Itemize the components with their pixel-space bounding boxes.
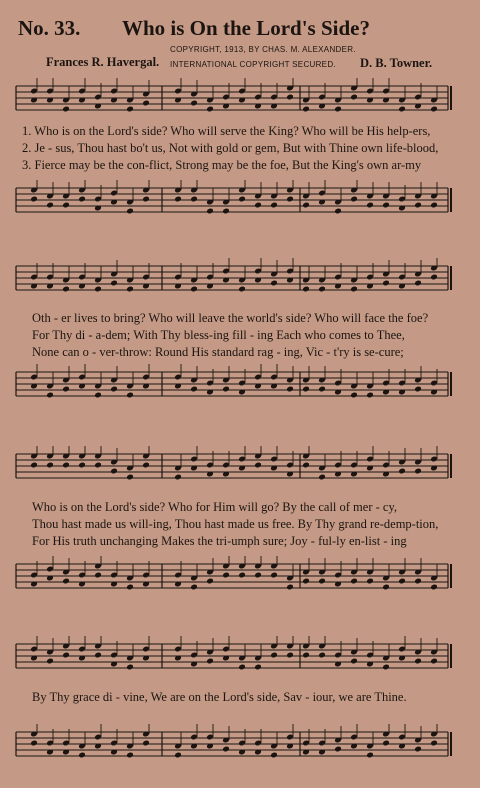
note-head [110,468,118,475]
note-head [318,578,326,585]
note-head [414,658,422,665]
note-head [206,578,214,585]
note-head [366,578,374,585]
note-head [94,652,102,659]
note-head [142,740,150,747]
lyric-line: 2. Je - sus, Thou hast bo't us, Not with gold or gem, But with Thine own life-blood, [22,141,439,155]
note-head [174,196,182,203]
note-head [30,740,38,747]
note-head [430,274,438,281]
note-head [254,664,262,671]
note-head [174,752,182,759]
note-head [382,664,390,671]
note-head [94,392,102,399]
note-head [190,584,198,591]
note-head [46,392,54,399]
note-head [382,280,390,287]
note-head [318,286,326,293]
note-head [286,652,294,659]
note-head [110,386,118,393]
note-head [382,740,390,747]
note-head [414,746,422,753]
note-head [190,100,198,107]
note-head [334,106,342,113]
note-head [430,658,438,665]
note-head [270,280,278,287]
note-head [366,752,374,759]
note-head [302,652,310,659]
note-head [94,462,102,469]
bass-staff [0,180,480,222]
note-head [78,752,86,759]
note-head [318,474,326,481]
treble-staff [0,636,480,678]
note-head [398,106,406,113]
lyric-line: None can o - ver-throw: Round His standard rag - ing, Vic - t'ry is se-cure; [32,345,404,359]
note-head [238,196,246,203]
note-head [222,572,230,579]
note-head [238,664,246,671]
note-head [254,572,262,579]
note-head [206,106,214,113]
note-head [126,286,134,293]
bass-staff [0,364,480,406]
note-head [126,752,134,759]
note-head [350,658,358,665]
note-head [270,202,278,209]
lyric-line: Oth - er lives to bring? Who will leave the world's side? Who will face the foe? [32,311,429,325]
hymn-number: No. 33. [18,16,81,40]
note-head [126,392,134,399]
lyric-line: For Thy di - a-dem; With Thy bless-ing fill - ing Each who comes to Thee, [32,328,405,342]
note-head [62,652,70,659]
note-head [62,462,70,469]
note-head [430,584,438,591]
note-head [126,584,134,591]
lyric-line: 1. Who is on the Lord's side? Who will serve the King? Who will be His help-ers, [22,124,431,138]
lyric-line: For His truth unchanging Makes the tri-umph sure; Joy - ful-ly en-list - ing [32,534,407,548]
note-head [126,664,134,671]
note-head [334,208,342,215]
note-head [62,202,70,209]
note-head [206,208,214,215]
note-head [142,196,150,203]
note-head [238,286,246,293]
note-head [382,584,390,591]
note-head [318,386,326,393]
note-head [78,196,86,203]
note-head [126,208,134,215]
treble-staff [0,78,480,120]
note-head [78,462,86,469]
lyric-line: Who is on the Lord's side? Who for Him will go? By the call of mer - cy, [32,500,398,514]
hymn-title: Who is On the Lord's Side? [122,16,370,40]
note-head [430,740,438,747]
bass-staff [0,724,480,766]
note-head [190,386,198,393]
note-head [430,202,438,209]
international-copyright-line: INTERNATIONAL COPYRIGHT SECURED. [170,60,336,69]
note-head [46,462,54,469]
note-head [414,202,422,209]
author-credit: Frances R. Havergal. [46,55,160,69]
note-head [62,578,70,585]
lyric-line: By Thy grace di - vine, We are on the Lord's side, Sav - iour, we are Thine. [32,690,407,704]
note-head [302,462,310,469]
note-head [302,286,310,293]
note-head [286,584,294,591]
note-head [270,652,278,659]
note-head [302,202,310,209]
lyric-line: 3. Fierce may be the con-flict, Strong may be the foe, But the King's own ar-my [22,158,422,172]
composer-credit: D. B. Towner. [360,56,433,70]
note-head [414,468,422,475]
note-head [302,106,310,113]
note-head [350,94,358,101]
lyric-line: Thou hast made us will-ing, Thou hast made us free. By Thy grand re-demp-tion, [32,517,439,531]
note-head [334,746,342,753]
note-head [30,462,38,469]
note-head [302,386,310,393]
note-head [430,106,438,113]
note-head [238,572,246,579]
note-head [126,474,134,481]
note-head [126,106,134,113]
note-head [46,658,54,665]
treble-staff [0,446,480,488]
note-head [222,208,230,215]
note-head [206,658,214,665]
note-head [302,578,310,585]
note-head [62,286,70,293]
note-head [414,578,422,585]
note-head [46,202,54,209]
note-head [270,752,278,759]
note-head [350,196,358,203]
note-head [318,652,326,659]
note-head [110,280,118,287]
note-head [254,202,262,209]
note-head [382,202,390,209]
note-head [142,462,150,469]
note-head [222,386,230,393]
note-head [398,578,406,585]
note-head [366,202,374,209]
note-head [30,196,38,203]
note-head [174,474,182,481]
note-head [62,386,70,393]
note-head [190,286,198,293]
treble-staff [0,258,480,300]
note-head [94,572,102,579]
copyright-line: COPYRIGHT, 1913, BY CHAS. M. ALEXANDER. [170,45,356,54]
note-head [286,386,294,393]
note-head [414,386,422,393]
note-head [350,392,358,399]
note-head [190,196,198,203]
note-head [350,578,358,585]
note-head [254,462,262,469]
note-head [222,746,230,753]
note-head [142,100,150,107]
note-head [270,572,278,579]
note-head [366,392,374,399]
note-head [414,280,422,287]
note-head [94,286,102,293]
note-head [286,94,294,101]
note-head [398,468,406,475]
note-head [350,286,358,293]
bass-staff [0,556,480,598]
note-head [62,106,70,113]
note-head [286,196,294,203]
